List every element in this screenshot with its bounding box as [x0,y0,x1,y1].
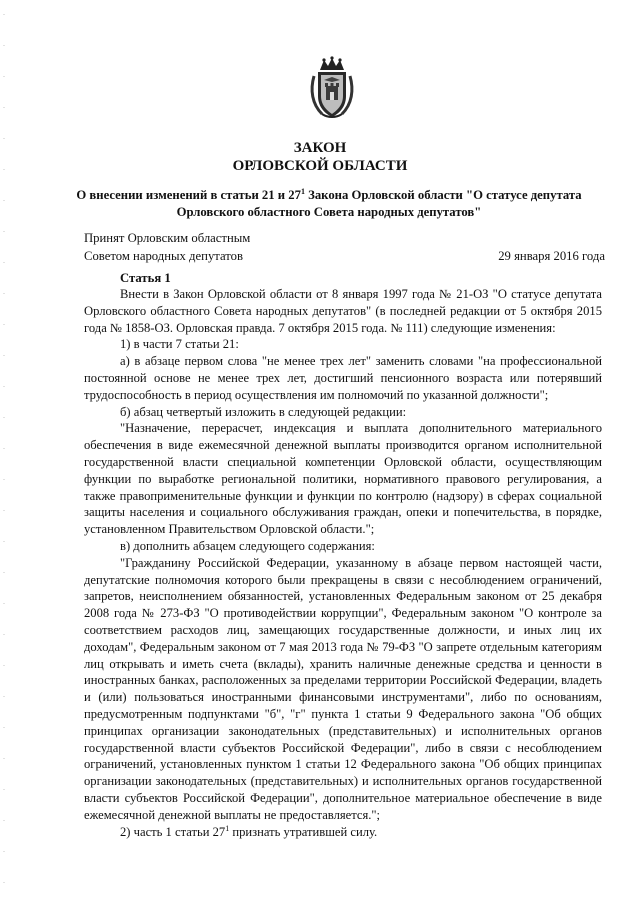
adopted-by [84,229,250,265]
paragraph: Внести в Закон Орловской области от 8 января 1997 года № 21-ОЗ "О статусе депутата Орловского областного Совета народных депутатов" (в последней редакции от 5 октября 2015 года № 1858-ОЗ. Орловская правда. 7 октября 2015 года. № 111) следующие изменения: [84,287,602,335]
paragraph: б) абзац четвертый изложить в следующей редакции: [120,404,407,419]
law-title: ЗАКОН [293,140,347,156]
paragraph: "Назначение, перерасчет, индексация и выплата дополнительного материального обеспечения в виде ежемесячной денежной выплаты производится органом исполнительной государственной власти специальной компетенции Орловской области, осуществляющим функции по выработке региональной политики, нормативного правового регулирования, а также правоприменительные функции и функции по контролю (надзору) в сферах социальной защиты населения и социального обслуживания граждан, опеки и попечительства, в порядке, установленном Правительством Орловской области."; [84,421,602,537]
paragraph: "Гражданину Российской Федерации, указанному в абзаце первом настоящей части, депутатские полномочия которого были прекращены в связи с несоблюдением ограничений, запретов, неисполнением обязанностей, установленных Федеральным законом от 25 декабря 2008 года № 273-ФЗ "О противодействии коррупции", Федеральным законом "О контроле за соответствием расходов лиц, замещающих государственные должности, и иных лиц их доходам", Федеральным законом от 7 мая 2013 года № 79-ФЗ "О запрете отдельным категориям лиц открывать и иметь счета (вклады), хранить наличные денежные средства и ценности в иностранных банках, расположенных за пределами территории Российской Федерации, владеть и (или) пользоваться иностранными финансовыми инструментами", либо по основаниям, предусмотренным подпунктами "б", "г" пункта 1 статьи 9 Федерального закона "Об общих принципах организации законодательных (представительных) и исполнительных органов государственной власти субъектов Российской Федерации", либо в связи с несоблюдением ограничений, установленных пунктом 1 статьи 12 Федерального закона "Об общих принципах организации законодательных (представительных) и исполнительных органов государственной власти субъектов Российской Федерации", дополнительное материальное обеспечение в виде ежемесячной денежной выплаты не предоставляется."; [84,555,602,822]
law-subject: О внесении изменений в статьи 21 и $27^1$ Закона Орловской области "О статусе депутата Орловского областного Совета народных депутатов" [76,187,582,219]
paragraph-last-item: 2) часть 1 статьи $27^1$ признать утратившей силу. [120,823,378,839]
adopted-by-line1: Принят Орловским областным [84,231,251,245]
adopted-by-line2: Советом народных депутатов [84,249,243,263]
orel-oblast-coat-of-arms-icon [308,56,356,120]
adoption-date: 29 января 2016 года [498,249,605,263]
paragraph: в) дополнить абзацем следующего содержания: [120,538,375,553]
paragraph: 1) в части 7 статьи 21: [120,337,239,352]
article-title: Статья 1 [120,271,171,285]
law-region-title: ОРЛОВСКОЙ ОБЛАСТИ [232,158,408,174]
article-body [84,286,602,840]
scan-margin-marks [3,0,5,905]
paragraph: а) в абзаце первом слова "не менее трех лет" заменить словами "на профессиональной постоянной основе не менее трех лет, достигший пенсионного возраста или потерявший трудоспособность в период осуществления им полномочий по указанной должности"; [84,354,602,402]
